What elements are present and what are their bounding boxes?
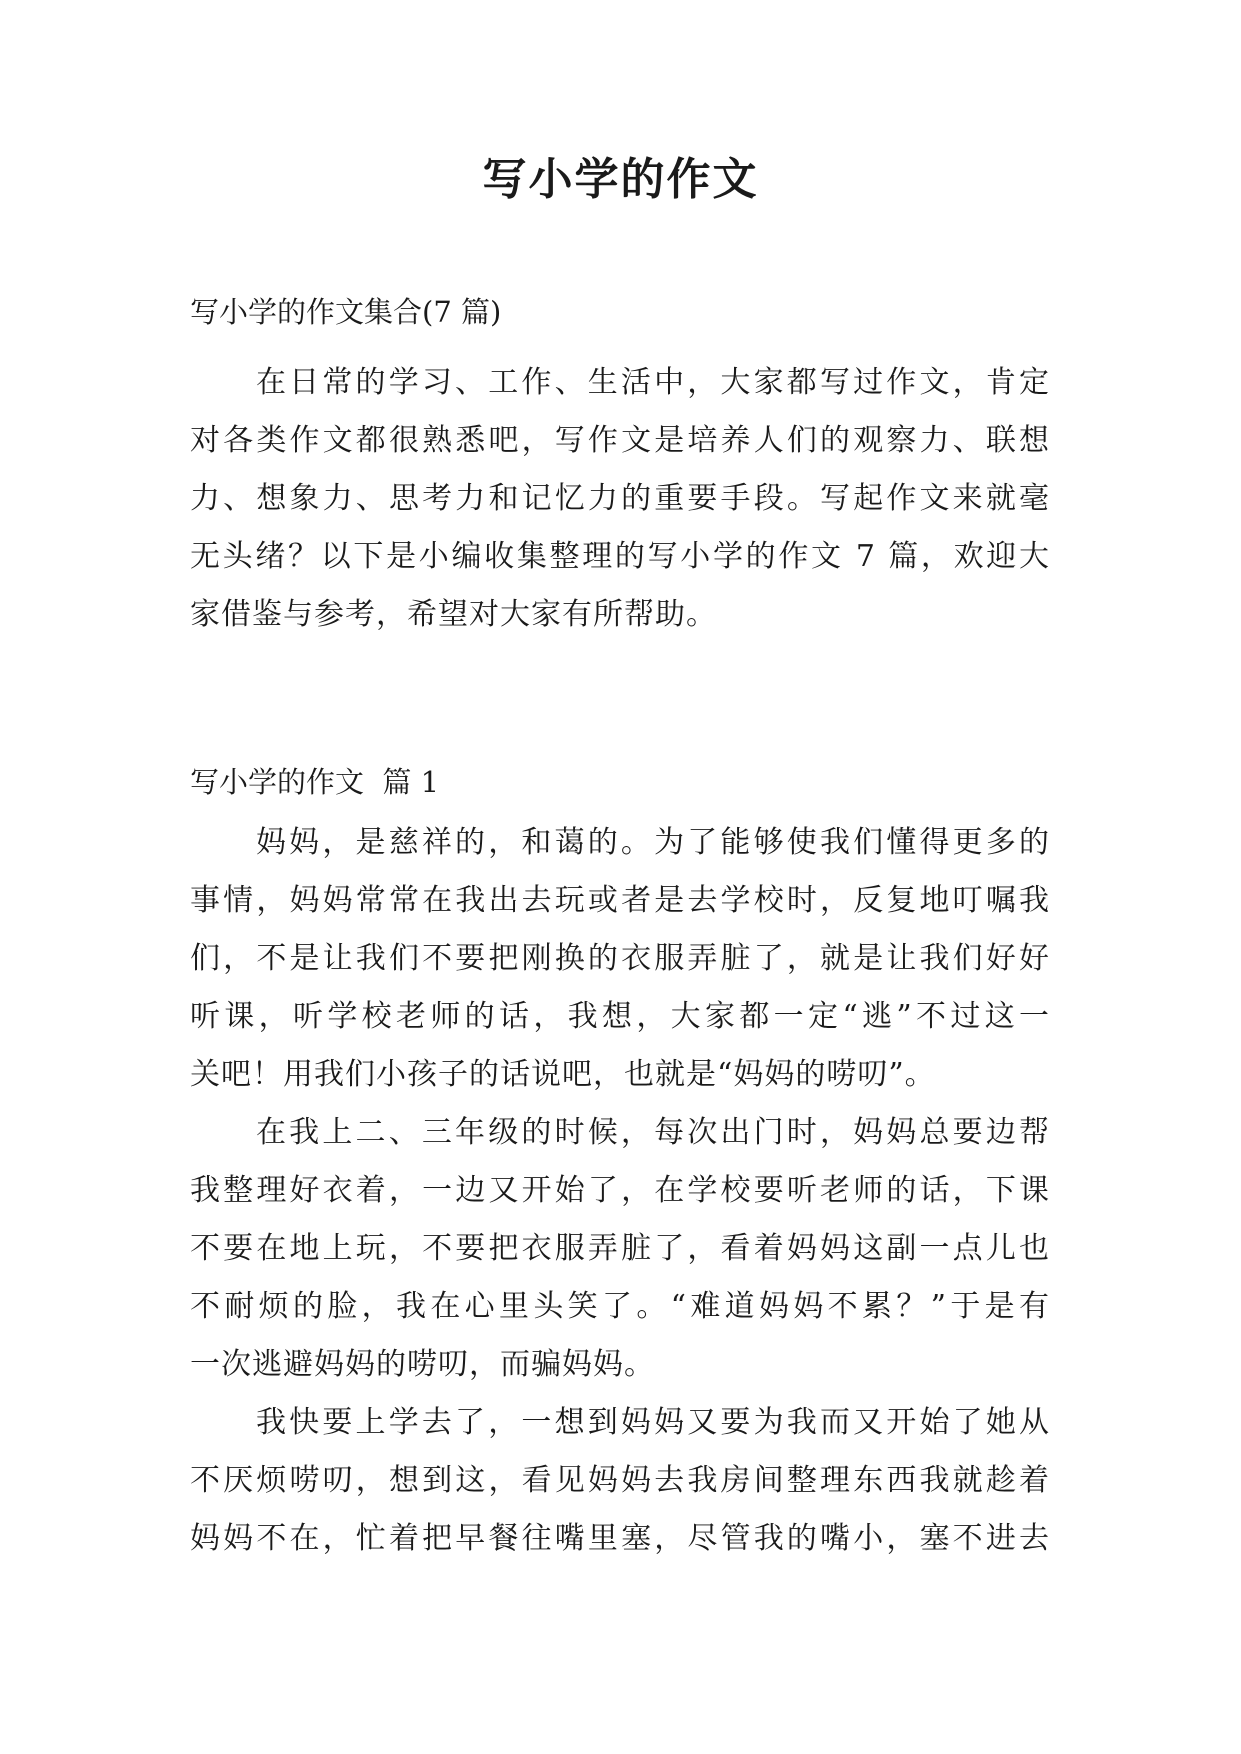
intro-line: 对各类作文都很熟悉吧，写作文是培养人们的观察力、联想 <box>190 423 1050 458</box>
intro-line: 无头绪？以下是小编收集整理的写小学的作文 7 篇，欢迎大 <box>190 539 1050 574</box>
paragraph-line: 听课，听学校老师的话，我想，大家都一定“逃”不过这一 <box>190 999 1050 1034</box>
paragraph-2 <box>190 1104 1050 1394</box>
paragraph-line: 我快要上学去了，一想到妈妈又要为我而又开始了她从 <box>256 1405 1050 1440</box>
paragraph-line: 们，不是让我们不要把刚换的衣服弄脏了，就是让我们好好 <box>190 941 1050 976</box>
document-subtitle: 写小学的作文集合(7 篇) <box>190 295 502 329</box>
paragraph-1 <box>190 814 1050 1104</box>
paragraph-line: 不厌烦唠叨，想到这，看见妈妈去我房间整理东西我就趁着 <box>190 1463 1050 1498</box>
paragraph-line: 妈妈，是慈祥的，和蔼的。为了能够使我们懂得更多的 <box>256 825 1050 860</box>
intro-line: 家借鉴与参考，希望对大家有所帮助。 <box>190 597 717 632</box>
paragraph-line: 妈妈不在，忙着把早餐往嘴里塞，尽管我的嘴小，塞不进去 <box>190 1521 1050 1556</box>
paragraph-line: 事情，妈妈常常在我出去玩或者是去学校时，反复地叮嘱我 <box>190 883 1050 918</box>
paragraph-line: 不要在地上玩，不要把衣服弄脏了，看着妈妈这副一点儿也 <box>190 1231 1050 1266</box>
paragraph-line: 不耐烦的脸，我在心里头笑了。“难道妈妈不累？”于是有 <box>190 1289 1050 1324</box>
paragraph-line: 在我上二、三年级的时候，每次出门时，妈妈总要边帮 <box>256 1115 1050 1150</box>
intro-paragraph <box>190 354 1050 644</box>
paragraph-line: 我整理好衣着，一边又开始了，在学校要听老师的话，下课 <box>190 1173 1050 1208</box>
paragraph-3 <box>190 1394 1050 1568</box>
section-heading: 写小学的作文 篇 1 <box>190 765 440 799</box>
intro-line: 力、想象力、思考力和记忆力的重要手段。写起作文来就毫 <box>190 481 1050 516</box>
intro-line: 在日常的学习、工作、生活中，大家都写过作文，肯定 <box>256 365 1050 400</box>
paragraph-line: 一次逃避妈妈的唠叨，而骗妈妈。 <box>190 1347 655 1382</box>
document-title: 写小学的作文 <box>482 154 759 205</box>
paragraph-line: 关吧！用我们小孩子的话说吧，也就是“妈妈的唠叨”。 <box>190 1057 936 1092</box>
